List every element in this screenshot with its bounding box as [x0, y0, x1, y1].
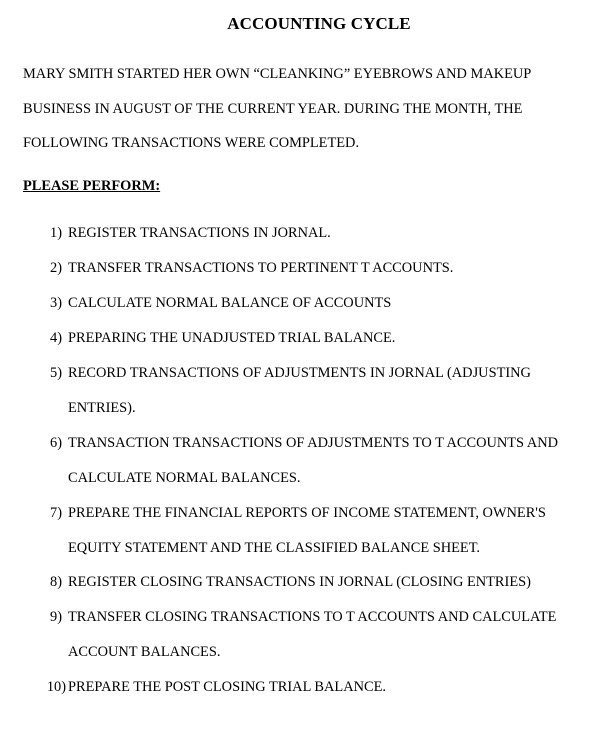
list-item-text: PREPARE THE FINANCIAL REPORTS OF INCOME STATEMENT, OWNER'S — [68, 505, 546, 521]
list-item-9 — [0, 609, 612, 629]
list-item-2 — [0, 260, 612, 280]
list-item-7 — [0, 505, 612, 525]
list-item-number: 1) — [50, 225, 62, 241]
intro-line-1: MARY SMITH STARTED HER OWN “CLEANKING” EYEBROWS AND MAKEUP — [23, 66, 532, 82]
list-item-4 — [0, 330, 612, 350]
list-item-text: TRANSFER TRANSACTIONS TO PERTINENT T ACCOUNTS. — [68, 260, 454, 276]
list-item-number: 5) — [50, 365, 62, 381]
list-item-number: 3) — [50, 295, 62, 311]
section-heading: PLEASE PERFORM: — [23, 178, 161, 194]
list-item-text: REGISTER CLOSING TRANSACTIONS IN JORNAL (CLOSING ENTRIES) — [68, 574, 531, 590]
list-item-number: 7) — [50, 505, 62, 521]
list-item-6 — [0, 435, 612, 455]
list-item-number: 10) — [46, 679, 66, 695]
list-item-8 — [0, 574, 612, 594]
list-item-5 — [0, 365, 612, 385]
list-item-text: PREPARING THE UNADJUSTED TRIAL BALANCE. — [68, 330, 396, 346]
list-item-text: CALCULATE NORMAL BALANCE OF ACCOUNTS — [68, 295, 392, 311]
list-item-7-continuation: EQUITY STATEMENT AND THE CLASSIFIED BALANCE SHEET. — [68, 540, 481, 556]
list-item-number: 2) — [50, 260, 62, 276]
intro-line-2: BUSINESS IN AUGUST OF THE CURRENT YEAR. DURING THE MONTH, THE — [23, 101, 523, 117]
list-item-text: TRANSACTION TRANSACTIONS OF ADJUSTMENTS TO T ACCOUNTS AND — [68, 435, 559, 451]
list-item-10 — [0, 679, 612, 699]
intro-line-3: FOLLOWING TRANSACTIONS WERE COMPLETED. — [23, 135, 360, 151]
list-item-number: 9) — [50, 609, 62, 625]
list-item-6-continuation: CALCULATE NORMAL BALANCES. — [68, 470, 301, 486]
list-item-text: PREPARE THE POST CLOSING TRIAL BALANCE. — [68, 679, 386, 695]
document-title: ACCOUNTING CYCLE — [227, 14, 411, 33]
list-item-1 — [0, 225, 612, 245]
list-item-3 — [0, 295, 612, 315]
list-item-number: 8) — [50, 574, 62, 590]
list-item-5-continuation: ENTRIES). — [68, 400, 136, 416]
list-item-text: REGISTER TRANSACTIONS IN JORNAL. — [68, 225, 331, 241]
list-item-number: 6) — [50, 435, 62, 451]
list-item-text: TRANSFER CLOSING TRANSACTIONS TO T ACCOUNTS AND CALCULATE — [68, 609, 557, 625]
list-item-number: 4) — [50, 330, 62, 346]
list-item-9-continuation: ACCOUNT BALANCES. — [68, 644, 221, 660]
list-item-text: RECORD TRANSACTIONS OF ADJUSTMENTS IN JORNAL (ADJUSTING — [68, 365, 531, 381]
